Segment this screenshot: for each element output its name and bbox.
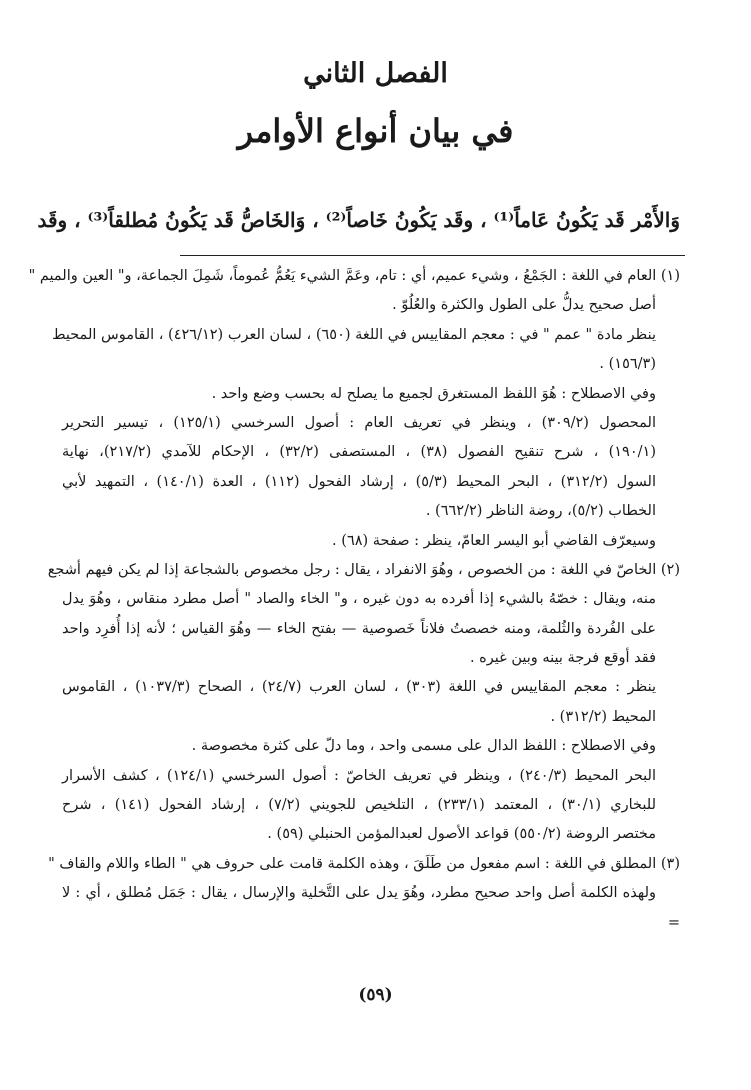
footnote-line: وفي الاصطلاح : اللفظ الدال على مسمى واحد ، وما دلّ على كثرة مخصوصة . bbox=[191, 738, 656, 755]
footnote-line: المحصول (٣٠٩/٢) ، وينظر في تعريف العام : أصول السرخسي (١٢٥/١) ، تيسير التحرير bbox=[62, 414, 656, 431]
footnote-line: فقد أوقع فرجة بينه وبين غيره . bbox=[469, 650, 656, 667]
page-number: (٥٩) bbox=[358, 985, 393, 1005]
footnote-line: = bbox=[667, 914, 680, 931]
footnote-separator bbox=[180, 255, 685, 256]
footnote-line: المحيط (٣١٢/٢) . bbox=[550, 708, 656, 725]
footnote-line: (١٩٠/١) ، شرح تنقيح الفصول (٣٨) ، المستصفى (٣٢/٢) ، الإحكام للآمدي (٢١٧/٢)، نهاية bbox=[62, 444, 656, 461]
chapter-subtitle: في بيان أنواع الأوامر bbox=[237, 112, 514, 150]
footnote-line: (١) العام في اللغة : الجَمْعُ ، وشيء عميم، أي : تام، وعَمَّ الشيء يَعُمُّ عُموماً، شَمِلَ الجماعة، و" العين والميم " bbox=[28, 268, 680, 284]
footnote-line: ولهذه الكلمة أصل واحد صحيح مطرد، وهُوَ يدل على التَّخلية والإرسال ، يقال : جَمَل مُطلق ، أي : لا bbox=[62, 885, 656, 902]
footnote-line: على الفُردة والثُلمة، ومنه خصصتُ فلاناً خَصوصية — بفتح الخاء — وهُوَ القياس ؛ لأنه إذا أُفرِد واحد bbox=[62, 620, 656, 637]
main-text-line: وَالأَمْر قَد يَكُونُ عَاماً⁽¹⁾ ، وقَد يَكُونُ خَاصاً⁽²⁾ ، وَالخَاصُّ قَد يَكُونُ مُطلقاً⁽³⁾ ، وقَد bbox=[37, 208, 680, 232]
footnote-line: الخطاب (٥/٢)، روضة الناظر (٦٦٢/٢) . bbox=[425, 503, 656, 520]
footnote-line: وفي الاصطلاح : هُوَ اللفظ المستغرق لجميع ما يصلح له بحسب وضع واحد . bbox=[211, 385, 656, 402]
footnote-line: ينظر مادة " عمم " في : معجم المقاييس في اللغة (٦٥٠) ، لسان العرب (٤٢٦/١٢) ، القاموس المحيط bbox=[52, 326, 656, 343]
footnote-line: مختصر الروضة (٥٥٠/٢) قواعد الأصول لعبدالمؤمن الحنبلي (٥٩) . bbox=[267, 826, 656, 843]
footnote-line: البحر المحيط (٢٤٠/٣) ، وينظر في تعريف الخاصّ : أصول السرخسي (١٢٤/١) ، كشف الأسرار bbox=[62, 767, 656, 784]
footnote-line: وسيعرّف القاضي أبو اليسر العامّ، ينظر : صفحة (٦٨) . bbox=[332, 532, 656, 549]
footnote-line: السول (٣١٢/٢) ، البحر المحيط (٥/٣) ، إرشاد الفحول (١١٢) ، العدة (١٤٠/١) ، التمهيد لأبي bbox=[62, 473, 656, 490]
footnotes bbox=[28, 262, 680, 938]
chapter-title: الفصل الثاني bbox=[303, 58, 448, 89]
footnote-line: (٣) المطلق في اللغة : اسم مفعول من طَلَقَ ، وهذه الكلمة قامت على حروف هي " الطاء واللام والقاف " bbox=[48, 855, 680, 872]
footnote-line: للبخاري (٣٠/١) ، المعتمد (٢٣٣/١) ، التلخيص للجويني (٧/٢) ، إرشاد الفحول (١٤١) ، شرح bbox=[62, 797, 657, 814]
footnote-line: منه، ويقال : خصّهُ بالشيء إذا أفرده به دون غيره ، و" الخاء والصاد " أصل مطرد منقاس ، وهُوَ يدل bbox=[62, 591, 656, 608]
footnote-line: (٢) الخاصّ في اللغة : من الخصوص ، وهُوَ الانفراد ، يقال : رجل مخصوص بالشجاعة إذا لم يكن فيهم أشجع bbox=[47, 561, 680, 578]
footnote-line: (١٥٦/٣) . bbox=[599, 356, 656, 373]
footnote-line: أصل صحيح يدلُّ على الطول والكثرة والعُلُوّ . bbox=[392, 297, 656, 314]
footnote-line: ينظر : معجم المقاييس في اللغة (٣٠٣) ، لسان العرب (٢٤/٧) ، الصحاح (١٠٣٧/٣) ، القاموس bbox=[62, 679, 656, 696]
